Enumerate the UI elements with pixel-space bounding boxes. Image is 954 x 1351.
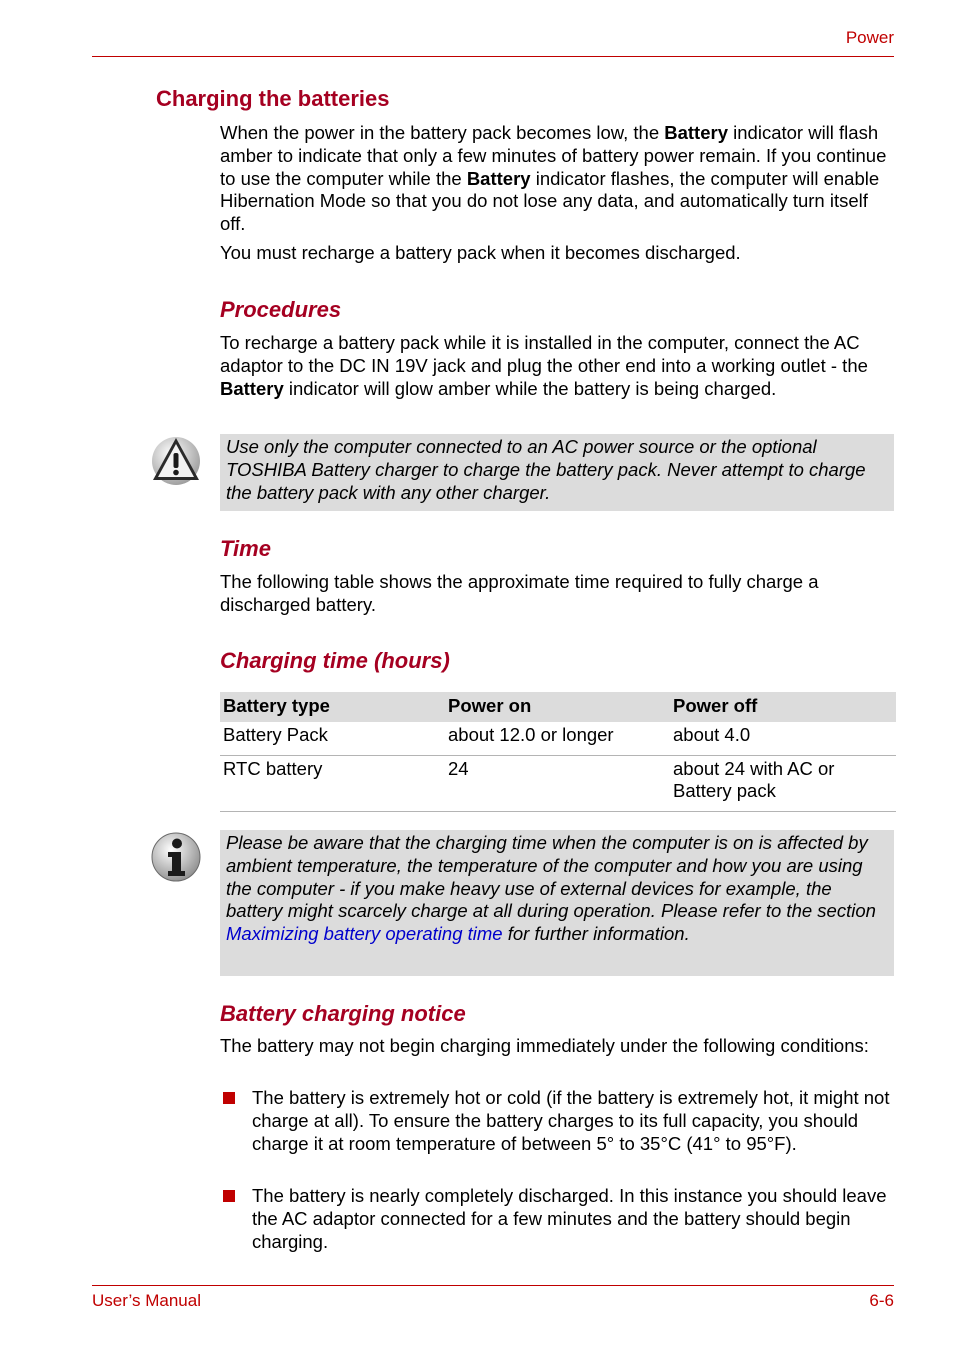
- procedures-paragraph: To recharge a battery pack while it is installed in the computer, connect the AC adaptor to the DC IN 19V jack and plug the other end into a working outlet - the Battery indicator will glow amber while the battery is being charged.: [220, 332, 868, 399]
- table-heading: Charging time (hours): [220, 648, 450, 673]
- recharge-paragraph: You must recharge a battery pack when it becomes discharged.: [220, 242, 741, 263]
- info-note: Please be aware that the charging time when the computer is on is affected by ambient temperature, the temperature of the computer and how you are using the computer - if you make heavy use of external devices for example, the battery might scarcely charge at all during operation. Please refer to the section Maximizing battery operating time for further information.: [220, 830, 894, 976]
- list-item: The battery is nearly completely discharged. In this instance you should leave the AC adaptor connected for a few minutes and the battery should begin charging.: [220, 1185, 896, 1253]
- info-icon: [150, 831, 202, 883]
- procedures-heading: Procedures: [220, 297, 342, 322]
- notice-intro: The battery may not begin charging immediately under the following conditions:: [220, 1035, 869, 1056]
- table-header-row: [220, 692, 896, 722]
- table-row: [220, 755, 896, 812]
- table-cell: Battery Pack: [220, 722, 445, 755]
- time-paragraph: The following table shows the approximate time required to fully charge a discharged battery.: [220, 571, 819, 615]
- column-header: Battery type: [220, 692, 445, 722]
- notice-heading: Battery charging notice: [220, 1001, 466, 1026]
- time-heading: Time: [220, 536, 271, 561]
- charging-time-table: [220, 692, 896, 812]
- maximizing-battery-link[interactable]: Maximizing battery operating time: [226, 923, 503, 945]
- list-item: The battery is extremely hot or cold (if the battery is extremely hot, it might not charge at all). To ensure the battery charges to its full capacity, you should charge it at room temperature of between 5° to 35°C (41° to 95°F).: [220, 1087, 896, 1155]
- caution-note: Use only the computer connected to an AC power source or the optional TOSHIBA Battery charger to charge the battery pack. Never attempt to charge the battery pack with any other charger.: [220, 434, 894, 511]
- running-header: Power: [845, 28, 894, 47]
- bullet-square-icon: [223, 1092, 235, 1104]
- table-cell: RTC battery: [220, 755, 445, 812]
- bullet-square-icon: [223, 1190, 235, 1202]
- header-rule: [92, 56, 894, 57]
- table-cell: about 24 with AC or Battery pack: [670, 755, 896, 812]
- footer-title: User’s Manual: [92, 1291, 201, 1310]
- footer-rule: [92, 1285, 894, 1286]
- section-heading: Charging the batteries: [156, 86, 390, 111]
- page-number: 6-6: [869, 1291, 894, 1310]
- table-cell: about 4.0: [670, 722, 896, 755]
- column-header: Power on: [445, 692, 670, 722]
- caution-icon: [150, 434, 202, 486]
- intro-paragraph: When the power in the battery pack becomes low, the Battery indicator will flash amber to indicate that only a few minutes of battery power remain. If you continue to use the computer while the Battery indicator flashes, the computer will enable Hibernation Mode so that you do not lose any data, and automatically turn itself off.: [220, 122, 887, 235]
- table-cell: about 12.0 or longer: [445, 722, 670, 755]
- table-row: [220, 722, 896, 755]
- table-cell: 24: [445, 755, 670, 812]
- column-header: Power off: [670, 692, 896, 722]
